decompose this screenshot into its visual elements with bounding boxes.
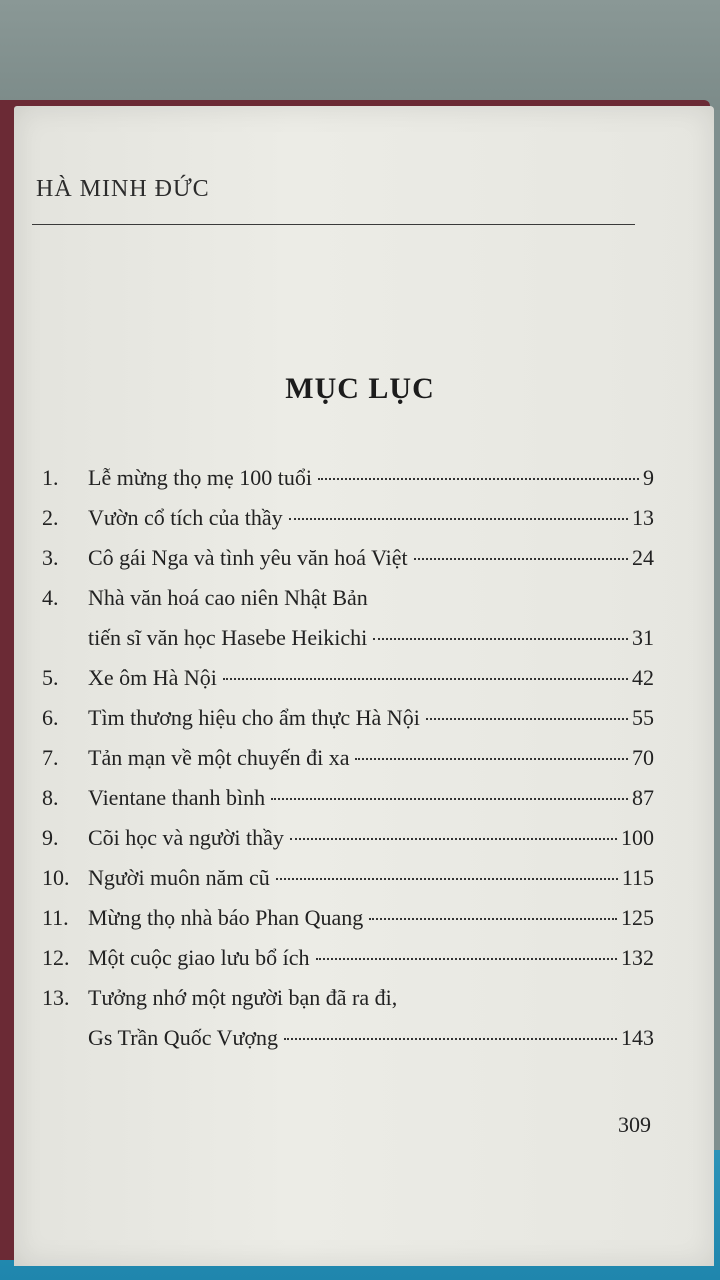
toc-entry: [42, 945, 654, 985]
toc-entry-title: Mừng thọ nhà báo Phan Quang: [88, 905, 364, 930]
toc-entry: [42, 785, 654, 825]
toc-entry: [42, 865, 654, 905]
dot-leader: [369, 918, 617, 920]
toc-entry-line: [88, 945, 654, 971]
toc-entry: [42, 585, 654, 665]
toc-entry-line: [88, 825, 654, 851]
toc-entry-line: [88, 1025, 654, 1051]
page-title: MỤC LỤC: [285, 372, 435, 405]
toc-entry-title: Cô gái Nga và tình yêu văn hoá Việt: [88, 545, 408, 570]
toc-entry-page: 143: [621, 1025, 654, 1050]
dot-leader: [284, 1038, 617, 1040]
toc-entry-line: [88, 545, 654, 571]
toc-entry-page: 24: [632, 545, 654, 570]
running-header-author: HÀ MINH ĐỨC: [36, 176, 210, 202]
toc-entry-line: [88, 865, 654, 891]
dot-leader: [373, 638, 628, 640]
toc-entry-title: Vientane thanh bình: [88, 785, 266, 810]
dot-leader: [289, 518, 628, 520]
toc-entry-page: 31: [632, 625, 654, 650]
toc-entry-page: 115: [621, 865, 654, 890]
toc-entry-line: [88, 465, 654, 491]
toc-entry-page: 42: [632, 665, 654, 690]
toc-entry-page: 13: [632, 505, 654, 530]
toc-entry-title: Một cuộc giao lưu bổ ích: [88, 945, 310, 970]
toc-entry-page: 55: [632, 705, 654, 730]
toc-entry: [42, 985, 654, 1065]
toc-entry-title: Xe ôm Hà Nội: [88, 665, 217, 690]
toc-entry-title: Tìm thương hiệu cho ẩm thực Hà Nội: [88, 705, 420, 730]
toc-entry-number: 8.: [42, 785, 59, 810]
toc-entry-title: Người muôn năm cũ: [88, 865, 270, 890]
toc-entry-number: 9.: [42, 825, 59, 850]
toc-entry-number: 11.: [42, 905, 69, 930]
dot-leader: [426, 718, 628, 720]
dot-leader: [271, 798, 628, 800]
toc-entry-number: 6.: [42, 705, 59, 730]
toc-entry: [42, 745, 654, 785]
header-rule: [32, 224, 635, 225]
toc-entry-page: 132: [621, 945, 654, 970]
toc-entry-title: Gs Trần Quốc Vượng: [88, 1025, 279, 1050]
toc-entry-line: [88, 745, 654, 771]
toc-entry-title-line: Nhà văn hoá cao niên Nhật Bản: [88, 585, 368, 610]
toc-entry: [42, 545, 654, 585]
toc-entry-line: [88, 665, 654, 691]
toc-entry-line: [88, 505, 654, 531]
toc-entry: [42, 465, 654, 505]
toc-entry: [42, 505, 654, 545]
toc-entry-page: 100: [621, 825, 654, 850]
toc-entry-line: [88, 905, 654, 931]
toc-entry: [42, 825, 654, 865]
toc-entry-number: 10.: [42, 865, 70, 890]
toc-entry-number: 13.: [42, 985, 70, 1010]
toc-entry-line: [88, 785, 654, 811]
toc-entry-number: 4.: [42, 585, 59, 610]
toc-entry: [42, 705, 654, 745]
toc-entry-number: 1.: [42, 465, 59, 490]
toc-entry-title-line: Tưởng nhớ một người bạn đã ra đi,: [88, 985, 398, 1010]
toc-entry: [42, 665, 654, 705]
toc-entry-title: Lễ mừng thọ mẹ 100 tuổi: [88, 465, 312, 490]
dot-leader: [316, 958, 618, 960]
toc-entry-title: Tản mạn về một chuyến đi xa: [88, 745, 350, 770]
page-number: 309: [618, 1112, 651, 1137]
toc-entry-line: [88, 625, 654, 651]
toc-entry-title: tiến sĩ văn học Hasebe Heikichi: [88, 625, 368, 650]
toc-entry-page: 70: [632, 745, 654, 770]
toc-entry-number: 5.: [42, 665, 59, 690]
background-wall: [0, 0, 720, 110]
dot-leader: [223, 678, 628, 680]
toc-entry-page: 9: [643, 465, 654, 490]
toc-entry-title: Vườn cổ tích của thầy: [88, 505, 283, 530]
toc-entry-number: 12.: [42, 945, 70, 970]
toc-entry: [42, 905, 654, 945]
toc-entry-page: 125: [621, 905, 654, 930]
dot-leader: [355, 758, 628, 760]
dot-leader: [276, 878, 618, 880]
dot-leader: [414, 558, 628, 560]
dot-leader: [290, 838, 617, 840]
toc-entry-number: 2.: [42, 505, 59, 530]
toc-entry-number: 3.: [42, 545, 59, 570]
toc-entry-line: [88, 705, 654, 731]
toc-entry-number: 7.: [42, 745, 59, 770]
toc-entry-title: Cõi học và người thầy: [88, 825, 284, 850]
dot-leader: [318, 478, 639, 480]
toc-entry-page: 87: [632, 785, 654, 810]
